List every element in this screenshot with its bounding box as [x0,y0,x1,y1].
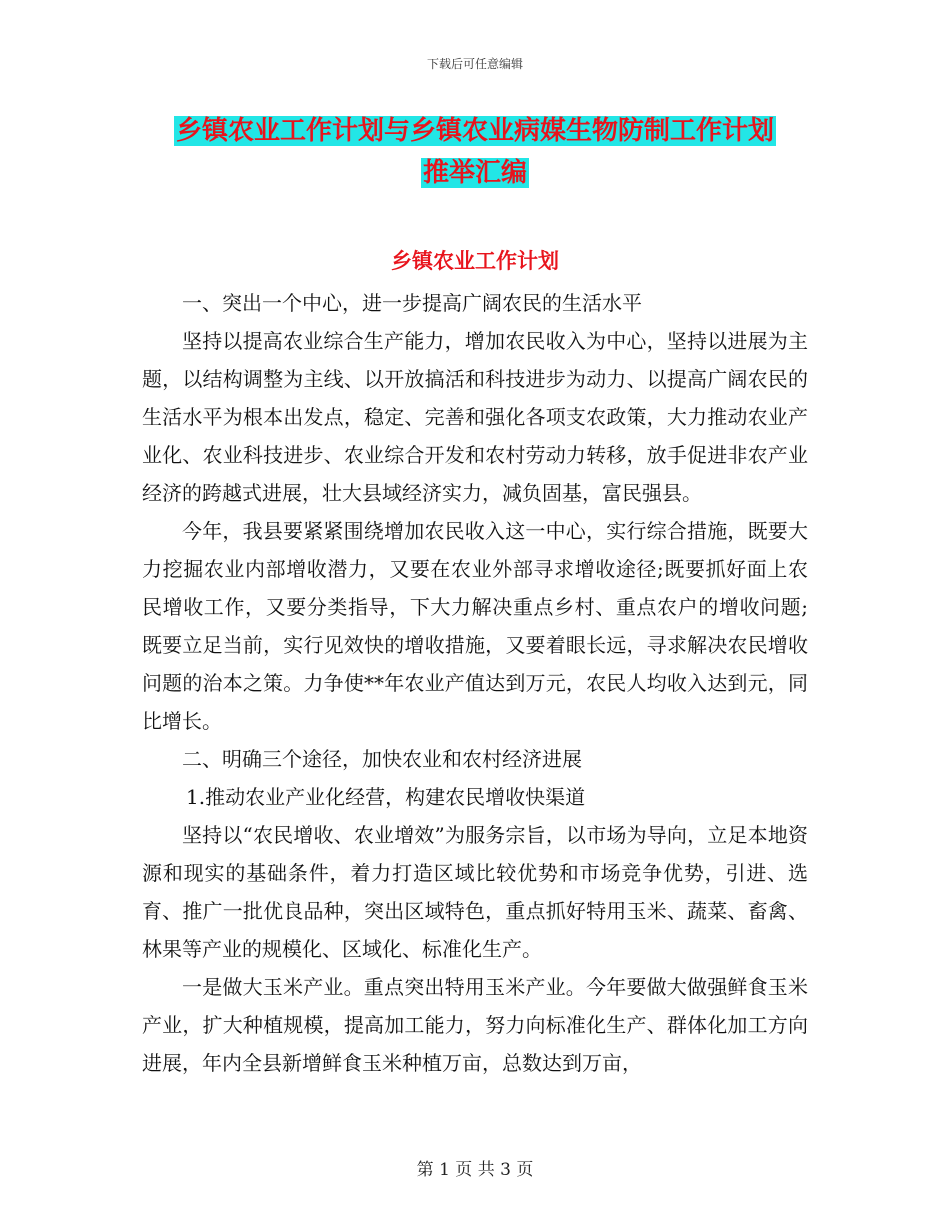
paragraph: 一是做大玉米产业。重点突出特用玉米产业。今年要做大做强鲜食玉米产业，扩大种植规模，提高加工能力，努力向标准化生产、群体化加工方向进展，年内全县新增鲜食玉米种植万亩，总数达到万亩， [142,975,808,1075]
document-title-line2: 推举汇编 [422,158,527,188]
paragraph: 坚持以提高农业综合生产能力，增加农民收入为中心，坚持以进展为主题，以结构调整为主线、以开放搞活和科技进步为动力、以提高广阔农民的生活水平为根本出发点，稳定、完善和强化各项支农政策，大力推动农业产业化、农业科技进步、农业综合开发和农村劳动力转移，放手促进非农产业经济的跨越式进展，壮大县域经济实力，减负固基，富民强县。 [142,329,808,505]
document-title [0,110,950,194]
section-title: 乡镇农业工作计划 [391,249,559,273]
header-note: 下载后可任意编辑 [426,57,523,71]
paragraph-subheading-1: 1.推动农业产业化经营，构建农民增收快渠道 [186,785,586,809]
paragraph-heading-2: 二、明确三个途径，加快农业和农村经济进展 [182,747,582,771]
paragraph-heading-1: 一、突出一个中心，进一步提高广阔农民的生活水平 [182,291,642,315]
paragraph: 今年，我县要紧紧围绕增加农民收入这一中心，实行综合措施，既要大力挖掘农业内部增收潜力，又要在农业外部寻求增收途径;既要抓好面上农民增收工作，又要分类指导，下大力解决重点乡村、重点农户的增收问题;既要立足当前，实行见效快的增收措施，又要着眼长远，寻求解决农民增收问题的治本之策。力争使**年农业产值达到万元，农民人均收入达到元，同比增长。 [142,519,808,733]
paragraph: 坚持以“农民增收、农业增效”为服务宗旨，以市场为导向，立足本地资源和现实的基础条件，着力打造区域比较优势和市场竞争优势，引进、选育、推广一批优良品种，突出区域特色，重点抓好特用玉米、蔬菜、畜禽、林果等产业的规模化、区域化、标准化生产。 [142,823,808,961]
page-footer: 第 1 页 共 3 页 [416,1160,534,1180]
document-title-line1: 乡镇农业工作计划与乡镇农业病媒生物防制工作计划 [175,116,774,146]
document-body [142,284,808,1082]
